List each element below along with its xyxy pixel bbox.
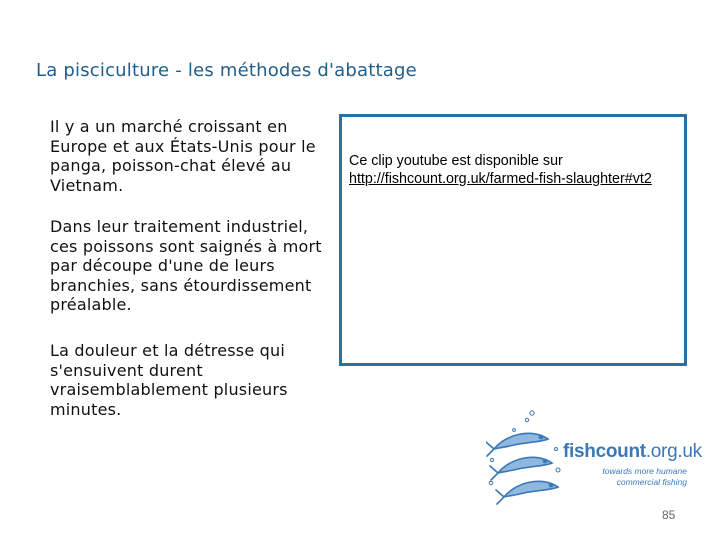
- video-link[interactable]: http://fishcount.org.uk/farmed-fish-slaughter#vt2: [349, 171, 652, 187]
- logo-name: [563, 441, 702, 463]
- paragraph-panga-market: Il y a un marché croissant en Europe et aux États-Unis pour le panga, poisson-chat élevé au Vietnam.: [50, 117, 316, 195]
- logo-tagline: [587, 466, 687, 488]
- logo-name-bold: fishcount: [563, 441, 646, 462]
- logo-tagline-line1: towards more humane: [602, 466, 687, 476]
- paragraph-slaughter-method: Dans leur traitement industriel, ces poissons sont saignés à mort par découpe d'une de leurs branchies, sans étourdissement préalable.: [50, 217, 322, 314]
- page-number: 85: [662, 508, 676, 522]
- logo-name-domain: .org.uk: [645, 441, 702, 462]
- fishcount-logo: [486, 408, 702, 508]
- video-placeholder[interactable]: [339, 114, 687, 366]
- three-fish-icon: [486, 408, 566, 508]
- video-caption-block: [349, 152, 689, 188]
- slide-title: La pisciculture - les méthodes d'abattage: [36, 60, 417, 81]
- paragraph-pain-duration: La douleur et la détresse qui s'ensuivent durent vraisemblablement plusieurs minutes.: [50, 341, 288, 419]
- logo-tagline-line2: commercial fishing: [616, 477, 687, 487]
- video-caption-text: Ce clip youtube est disponible sur: [349, 153, 563, 169]
